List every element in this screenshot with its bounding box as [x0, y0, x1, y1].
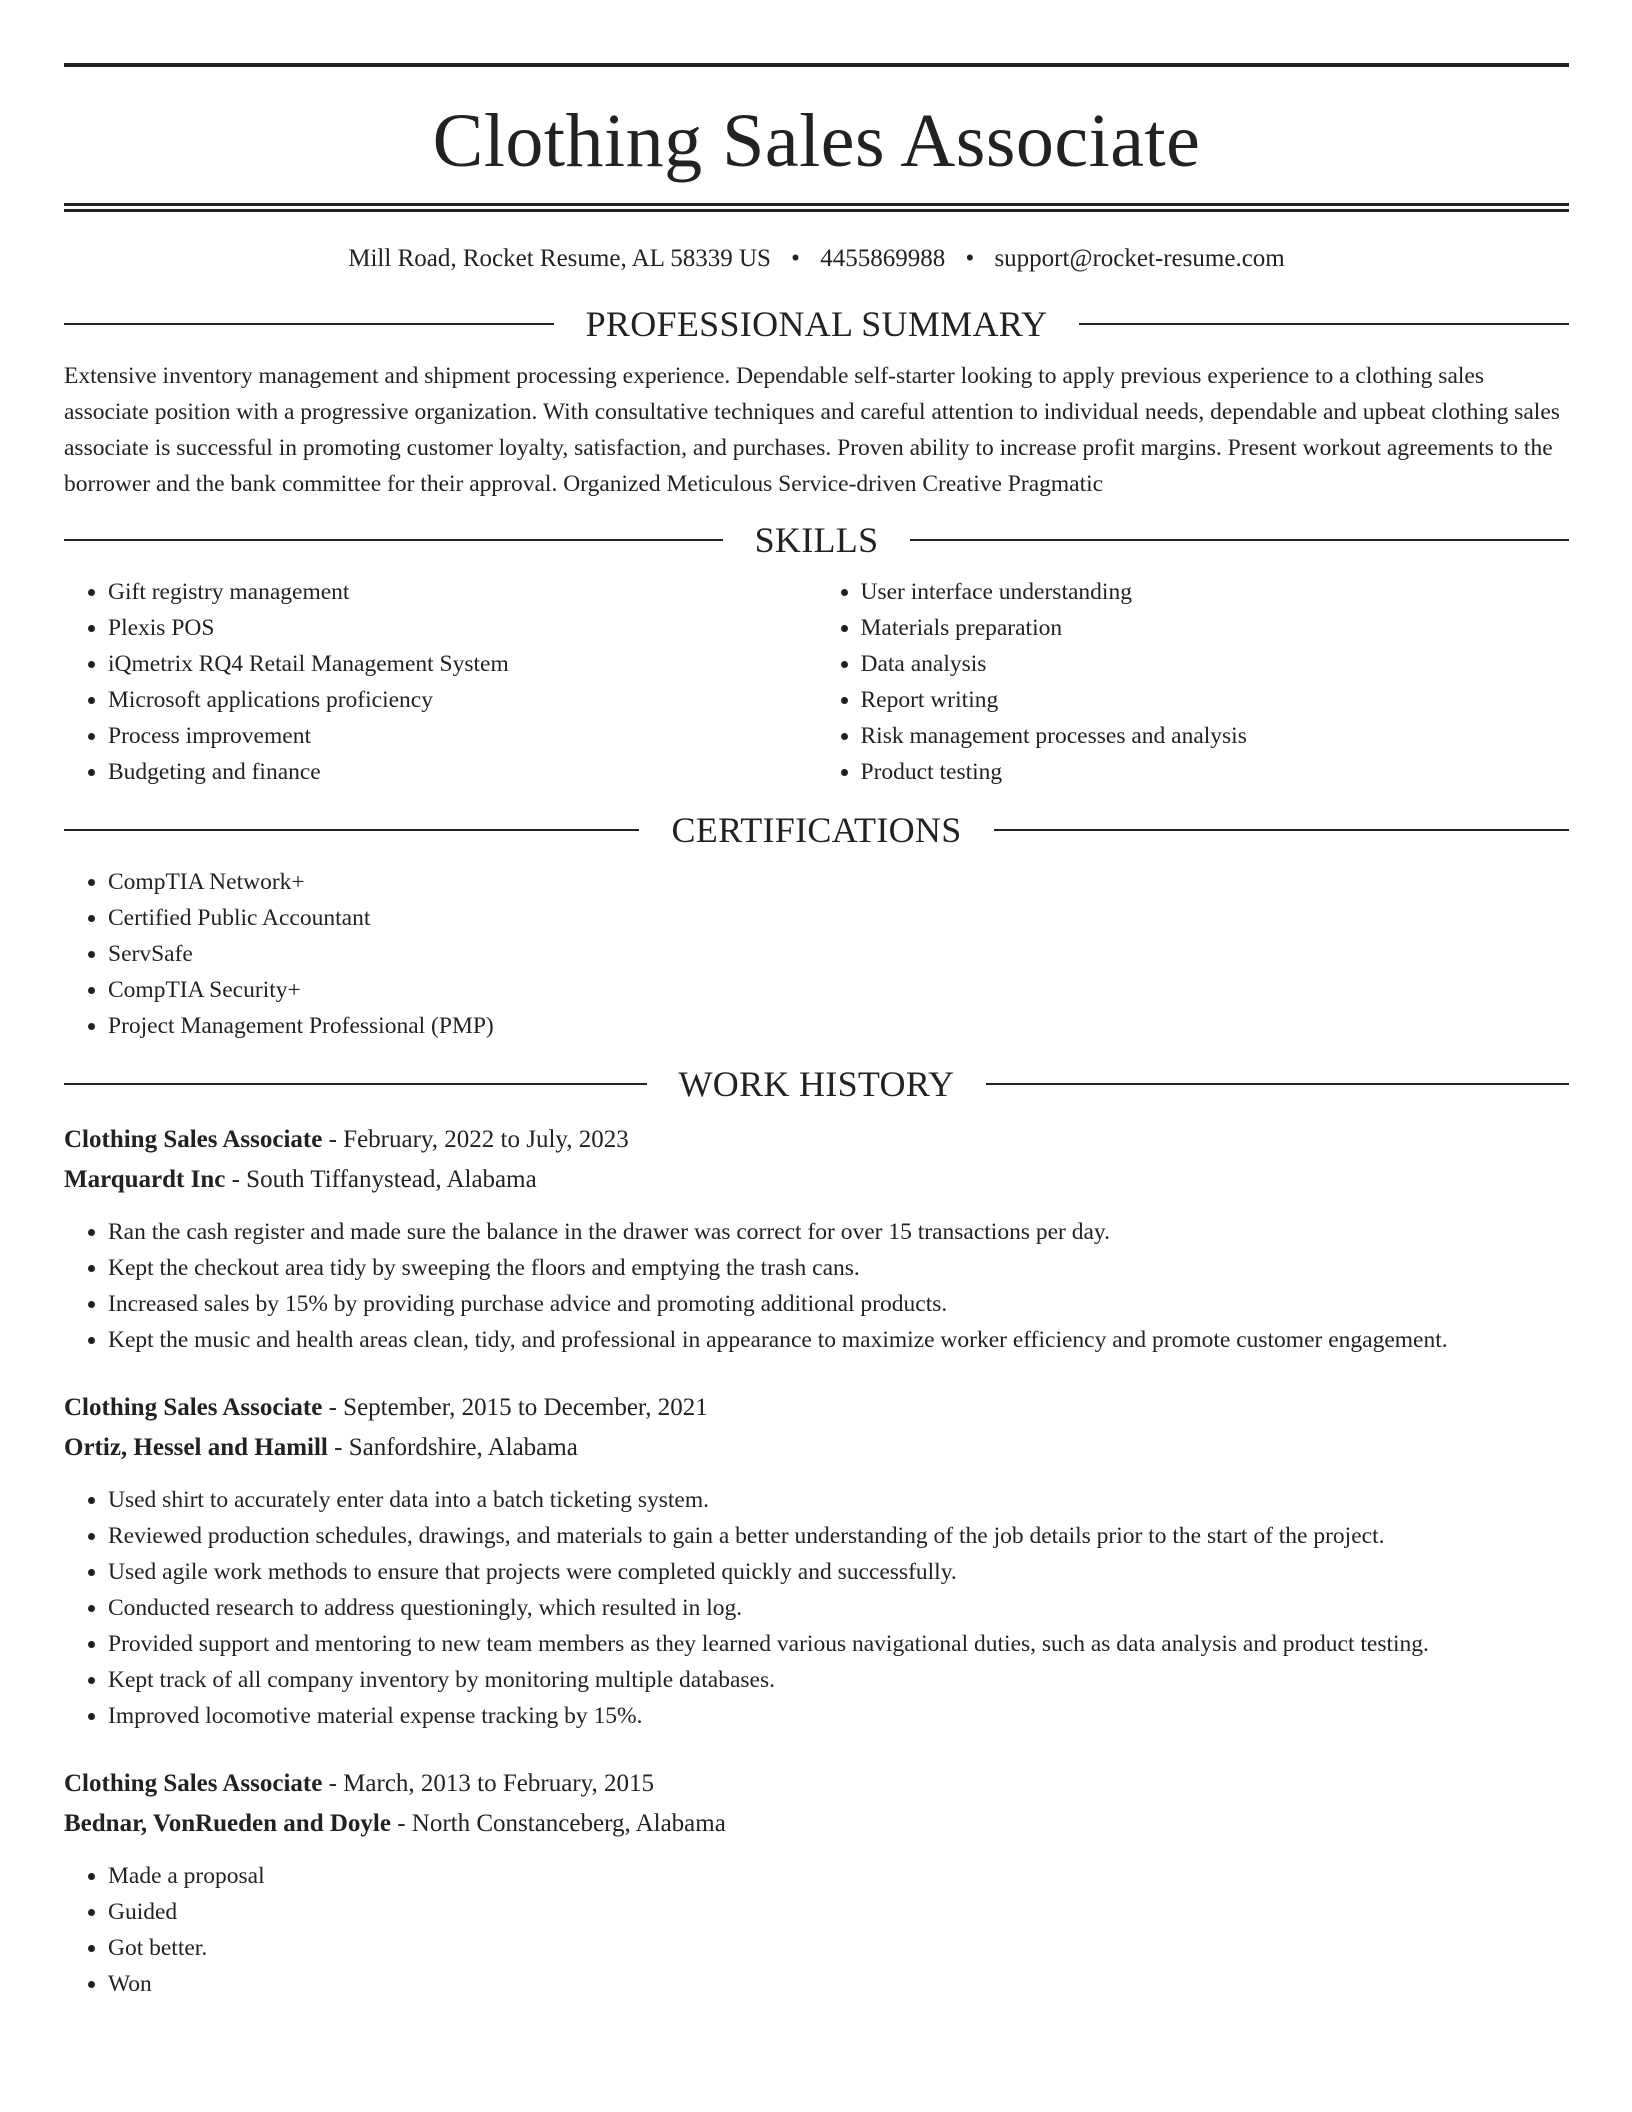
list-item: • Plexis POS [108, 610, 817, 646]
job-duties-list [64, 1858, 1569, 2002]
contact-address: Mill Road, Rocket Resume, AL 58339 US [348, 245, 771, 272]
list-item: • Reviewed production schedules, drawings, and materials to gain a better understanding of the job details prior to the start of the project. [108, 1518, 1569, 1554]
list-item: • Budgeting and finance [108, 754, 817, 790]
job-duties-list [64, 1482, 1569, 1734]
list-item: • Provided support and mentoring to new team members as they learned various navigational duties, such as data analysis and product testing. [108, 1626, 1569, 1662]
contact-line [64, 242, 1569, 276]
job-company: Ortiz, Hessel and Hamill [64, 1434, 328, 1461]
section-title: SKILLS [754, 520, 879, 560]
list-item: • User interface understanding [861, 574, 1570, 610]
heading-rule-left [64, 323, 554, 325]
job-location: - Sanfordshire, Alabama [327, 1434, 578, 1461]
job-role: Clothing Sales Associate [64, 1126, 323, 1153]
job-role: Clothing Sales Associate [64, 1770, 323, 1797]
title-double-rule [64, 203, 1569, 212]
list-item: • Guided [108, 1894, 1569, 1930]
heading-rule-right [1079, 323, 1569, 325]
top-rule [64, 63, 1569, 67]
section-title: CERTIFICATIONS [671, 810, 962, 850]
job-duties-list [64, 1214, 1569, 1358]
section-title: WORK HISTORY [678, 1064, 955, 1104]
list-item: • Kept track of all company inventory by monitoring multiple databases. [108, 1662, 1569, 1698]
list-item: • Microsoft applications proficiency [108, 682, 817, 718]
heading-rule-left [64, 829, 639, 831]
heading-rule-right [994, 829, 1569, 831]
list-item: • Kept the music and health areas clean, tidy, and professional in appearance to maximize worker efficiency and promote customer engagement. [108, 1322, 1569, 1358]
job-company: Bednar, VonRueden and Doyle [64, 1810, 391, 1837]
list-item: • Risk management processes and analysis [861, 718, 1570, 754]
list-item: • Won [108, 1966, 1569, 2002]
heading-rule-left [64, 539, 723, 541]
job-dates: - March, 2013 to February, 2015 [322, 1770, 654, 1797]
list-item: • ServSafe [108, 936, 1569, 972]
contact-separator: • [791, 245, 800, 272]
job-title-line [64, 1120, 1569, 1160]
resume-title: Clothing Sales Associate [432, 99, 1201, 183]
job-entry [64, 1388, 1569, 1734]
list-item: • Product testing [861, 754, 1570, 790]
list-item: • Used agile work methods to ensure that projects were completed quickly and successfully. [108, 1554, 1569, 1590]
skills-list-left [64, 574, 817, 790]
job-dates: - September, 2015 to December, 2021 [322, 1394, 708, 1421]
job-company-line [64, 1804, 1569, 1844]
job-location: - South Tiffanystead, Alabama [225, 1166, 537, 1193]
job-dates: - February, 2022 to July, 2023 [322, 1126, 629, 1153]
job-company: Marquardt Inc [64, 1166, 226, 1193]
section-heading-summary [64, 302, 1569, 346]
list-item: • CompTIA Network+ [108, 864, 1569, 900]
section-heading-certifications [64, 808, 1569, 852]
skills-grid [64, 562, 1569, 790]
resume-page [64, 0, 1569, 2002]
job-entry [64, 1764, 1569, 2002]
job-company-line [64, 1428, 1569, 1468]
list-item: • Materials preparation [861, 610, 1570, 646]
job-location: - North Constanceberg, Alabama [390, 1810, 726, 1837]
summary-text: Extensive inventory management and shipment processing experience. Dependable self-starter looking to apply previous experience to a clothing sales associate position with a progressive organization. With consultative techniques and careful attention to individual needs, dependable and upbeat clothing sales associate is successful in promoting customer loyalty, satisfaction, and purchases. Proven ability to increase profit margins. Present workout agreements to the borrower and the bank committee for their approval. Organized Meticulous Service-driven Creative Pragmatic [64, 363, 1560, 497]
heading-rule-right [910, 539, 1569, 541]
heading-rule-left [64, 1083, 647, 1085]
job-company-line [64, 1160, 1569, 1200]
skills-list-right [817, 574, 1570, 790]
list-item: • Used shirt to accurately enter data into a batch ticketing system. [108, 1482, 1569, 1518]
heading-rule-right [986, 1083, 1569, 1085]
job-role: Clothing Sales Associate [64, 1394, 323, 1421]
list-item: • Got better. [108, 1930, 1569, 1966]
list-item: • Improved locomotive material expense tracking by 15%. [108, 1698, 1569, 1734]
list-item: • Increased sales by 15% by providing purchase advice and promoting additional products. [108, 1286, 1569, 1322]
contact-email: support@rocket-resume.com [994, 245, 1285, 272]
list-item: • Certified Public Accountant [108, 900, 1569, 936]
contact-separator: • [965, 245, 975, 272]
list-item: • Made a proposal [108, 1858, 1569, 1894]
list-item: • Project Management Professional (PMP) [108, 1008, 1569, 1044]
list-item: • Process improvement [108, 718, 817, 754]
list-item: • Gift registry management [108, 574, 817, 610]
section-heading-work [64, 1062, 1569, 1106]
list-item: • Kept the checkout area tidy by sweeping the floors and emptying the trash cans. [108, 1250, 1569, 1286]
job-title-line [64, 1764, 1569, 1804]
list-item: • Conducted research to address questioningly, which resulted in log. [108, 1590, 1569, 1626]
job-entry [64, 1120, 1569, 1358]
certifications-list [64, 864, 1569, 1044]
list-item: • iQmetrix RQ4 Retail Management System [108, 646, 817, 682]
section-heading-skills [64, 518, 1569, 562]
list-item: • CompTIA Security+ [108, 972, 1569, 1008]
list-item: • Data analysis [861, 646, 1570, 682]
job-title-line [64, 1388, 1569, 1428]
list-item: • Report writing [861, 682, 1570, 718]
section-title: PROFESSIONAL SUMMARY [585, 304, 1048, 344]
list-item: • Ran the cash register and made sure the balance in the drawer was correct for over 15 transactions per day. [108, 1214, 1569, 1250]
contact-phone: 4455869988 [820, 245, 946, 272]
